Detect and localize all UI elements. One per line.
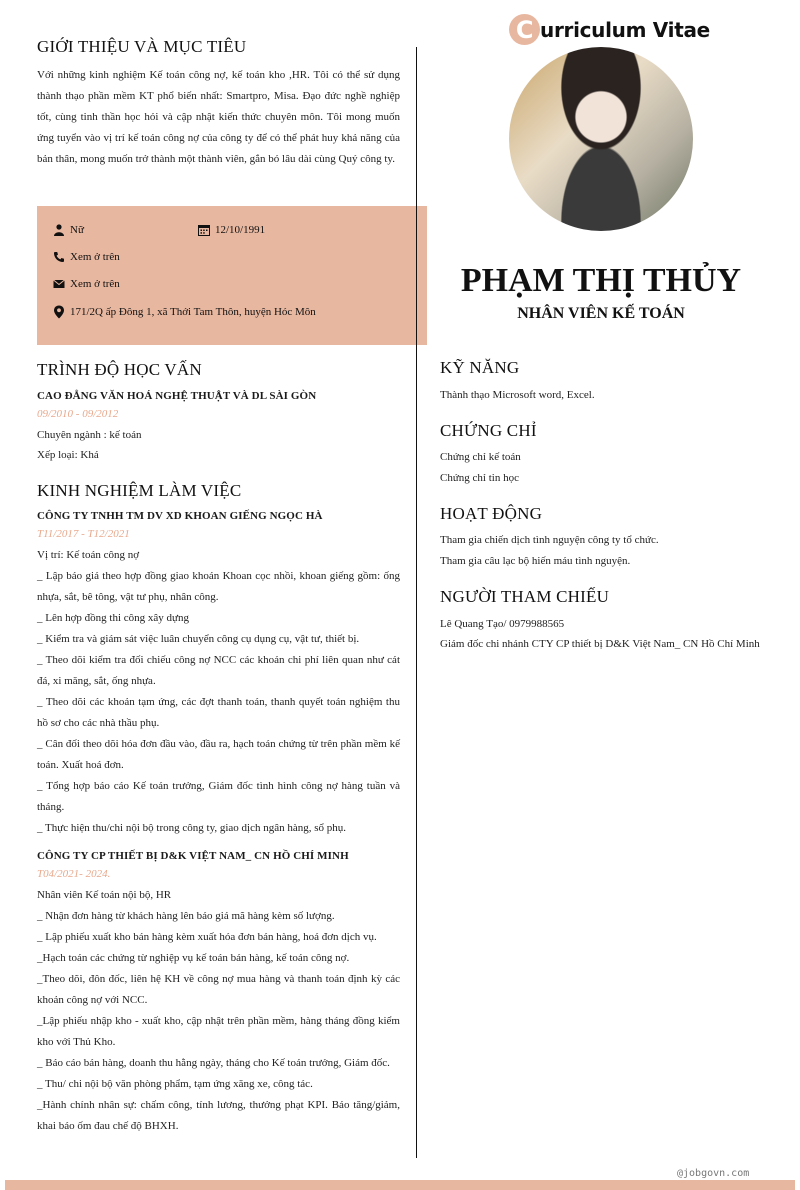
job-1-line: _ Lập báo giá theo hợp đồng giao khoán Khoan cọc nhồi, khoan giếng gồm: ống nhựa, sắt, bê tông, vật tư phụ, nhân công. (37, 570, 400, 603)
certificate-line: Chứng chỉ tin học (440, 472, 519, 484)
phone-icon (53, 251, 65, 263)
job-2-period: T04/2021- 2024. (37, 868, 111, 880)
job-1-line: _ Thực hiện thu/chi nội bộ trong công ty, giao dịch ngân hàng, sổ phụ. (37, 822, 347, 834)
user-icon (53, 224, 65, 236)
phone-row (53, 251, 120, 263)
email-row (53, 278, 120, 290)
job-2-duties (37, 885, 400, 1137)
education-school: CAO ĐẲNG VĂN HOÁ NGHỆ THUẬT VÀ DL SÀI GÒN (37, 390, 317, 402)
job-1-line: _ Theo dõi các khoản tạm ứng, các đợt thanh toán, thanh quyết toán nghiệm thu hồ sơ cho các nhà thầu phụ. (37, 696, 400, 729)
job-1-duties (37, 545, 400, 839)
activity-line: Tham gia chiến dịch tình nguyện công ty tổ chức. (440, 534, 659, 546)
education-major: Chuyên ngành : kế toán (37, 429, 142, 441)
job-2-line: _Hạch toán các chứng từ nghiệp vụ kế toán bán hàng, kế toán công nợ. (37, 952, 350, 964)
phone-value: Xem ở trên (70, 251, 120, 263)
candidate-name: PHẠM THỊ THỦY (460, 262, 742, 299)
address-row (53, 305, 316, 319)
job-2-line: _Theo dõi, đôn đốc, liên hệ KH về công nợ mua hàng và thanh toán định kỳ các khoản công nợ với NCC. (37, 973, 400, 1006)
column-divider (416, 47, 417, 1158)
watermark: @jobgovn.com (677, 1168, 750, 1179)
address-value: 171/2Q ấp Đông 1, xã Thới Tam Thôn, huyện Hóc Môn (70, 306, 316, 318)
calendar-icon (198, 224, 210, 236)
activity-line: Tham gia câu lạc bộ hiến máu tình nguyện. (440, 555, 631, 567)
job-1-line: _ Lên hợp đồng thi công xây dựng (37, 612, 190, 624)
job-1-line: _ Tổng hợp báo cáo Kế toán trưởng, Giám đốc tình hình công nợ hàng tuần và tháng. (37, 780, 400, 813)
job-2-line: _Hành chính nhân sự: chấm công, tính lương, thưởng phạt KPI. Báo tăng/giảm, khai báo ốm đau chế độ BHXH. (37, 1099, 400, 1132)
activities-title: HOẠT ĐỘNG (440, 504, 543, 523)
intro-text: Với những kinh nghiệm Kế toán công nợ, kế toán kho ,HR. Tôi có thể sử dụng thành thạo phần mềm KT phổ biến nhất: Smartpro, Misa. Đạo đức nghề nghiệp tốt, cùng tinh thần học hỏi và cập nhật kiến thức chuyên môn. Tôi mong muốn ứng tuyển vào vị trí kế toán công nợ của công ty để có thể phát huy khả năng của bản thân, mong muốn trở thành một thành viên, gắn bó lâu dài cùng Quý công ty. (37, 69, 400, 165)
cv-logo (509, 14, 710, 45)
skills-line: Thành thạo Microsoft word, Excel. (440, 389, 595, 401)
certificate-line: Chứng chỉ kế toán (440, 451, 521, 463)
gender-row (53, 224, 84, 236)
job-2-line: _ Báo cáo bán hàng, doanh thu hằng ngày, tháng cho Kế toán trưởng, Giám đốc. (37, 1057, 390, 1069)
email-value: Xem ở trên (70, 278, 120, 290)
profile-photo (509, 47, 693, 231)
reference-line: Lê Quang Tạo/ 0979988565 (440, 618, 565, 630)
education-grade: Xếp loại: Khá (37, 449, 99, 461)
contact-box (37, 206, 427, 345)
mail-icon (53, 278, 65, 290)
intro-title: GIỚI THIỆU VÀ MỤC TIÊU (37, 37, 247, 56)
reference-line: Giám đốc chi nhánh CTY CP thiết bị D&K Việt Nam_ CN Hồ Chí Minh (440, 638, 760, 650)
dob-row (198, 224, 265, 236)
job-1-line: Vị trí: Kế toán công nợ (37, 549, 140, 561)
experience-title: KINH NGHIỆM LÀM VIỆC (37, 481, 242, 500)
job-2-line: _ Thu/ chi nội bộ văn phòng phẩm, tạm ứng xăng xe, công tác. (37, 1078, 313, 1090)
job-2-line: Nhân viên Kế toán nội bộ, HR (37, 889, 172, 901)
job-2-line: _ Lập phiếu xuất kho bán hàng kèm xuất hóa đơn bán hàng, hoá đơn dịch vụ. (37, 931, 377, 943)
job-2-line: _Lập phiếu nhập kho - xuất kho, cập nhật trên phần mềm, hàng tháng đồng kiểm kho với Thủ Kho. (37, 1015, 400, 1048)
candidate-job-title: NHÂN VIÊN KẾ TOÁN (517, 305, 685, 322)
job-1-period: T11/2017 - T12/2021 (37, 528, 130, 540)
location-icon (53, 305, 65, 319)
skills-title: KỸ NĂNG (440, 358, 520, 377)
education-period: 09/2010 - 09/2012 (37, 408, 119, 420)
dob-value: 12/10/1991 (215, 224, 266, 236)
footer-bar (5, 1180, 795, 1190)
job-2-line: _ Nhận đơn hàng từ khách hàng lên báo giá mã hàng kèm số lượng. (37, 910, 335, 922)
education-title: TRÌNH ĐỘ HỌC VẤN (37, 360, 202, 379)
gender-value: Nữ (70, 224, 84, 236)
cv-logo-letter: C (509, 14, 540, 45)
job-2-company: CÔNG TY CP THIẾT BỊ D&K VIỆT NAM_ CN HỒ CHÍ MINH (37, 850, 349, 862)
references-title: NGƯỜI THAM CHIẾU (440, 587, 610, 606)
job-1-line: _ Kiểm tra và giám sát việc luân chuyển công cụ dụng cụ, vật tư, thiết bị. (37, 633, 360, 645)
job-1-line: _ Cân đối theo dõi hóa đơn đầu vào, đầu ra, hạch toán chứng từ trên phần mềm kế toán. Xuất hoá đơn. (37, 738, 400, 771)
cv-logo-text: urriculum Vitae (540, 17, 710, 42)
job-1-company: CÔNG TY TNHH TM DV XD KHOAN GIẾNG NGỌC HÀ (37, 510, 323, 522)
job-1-line: _ Theo dõi kiểm tra đối chiếu công nợ NCC các khoản chi phí liên quan như cát đá, xi măng, sắt, ống nhựa. (37, 654, 400, 687)
certificates-title: CHỨNG CHỈ (440, 421, 537, 440)
